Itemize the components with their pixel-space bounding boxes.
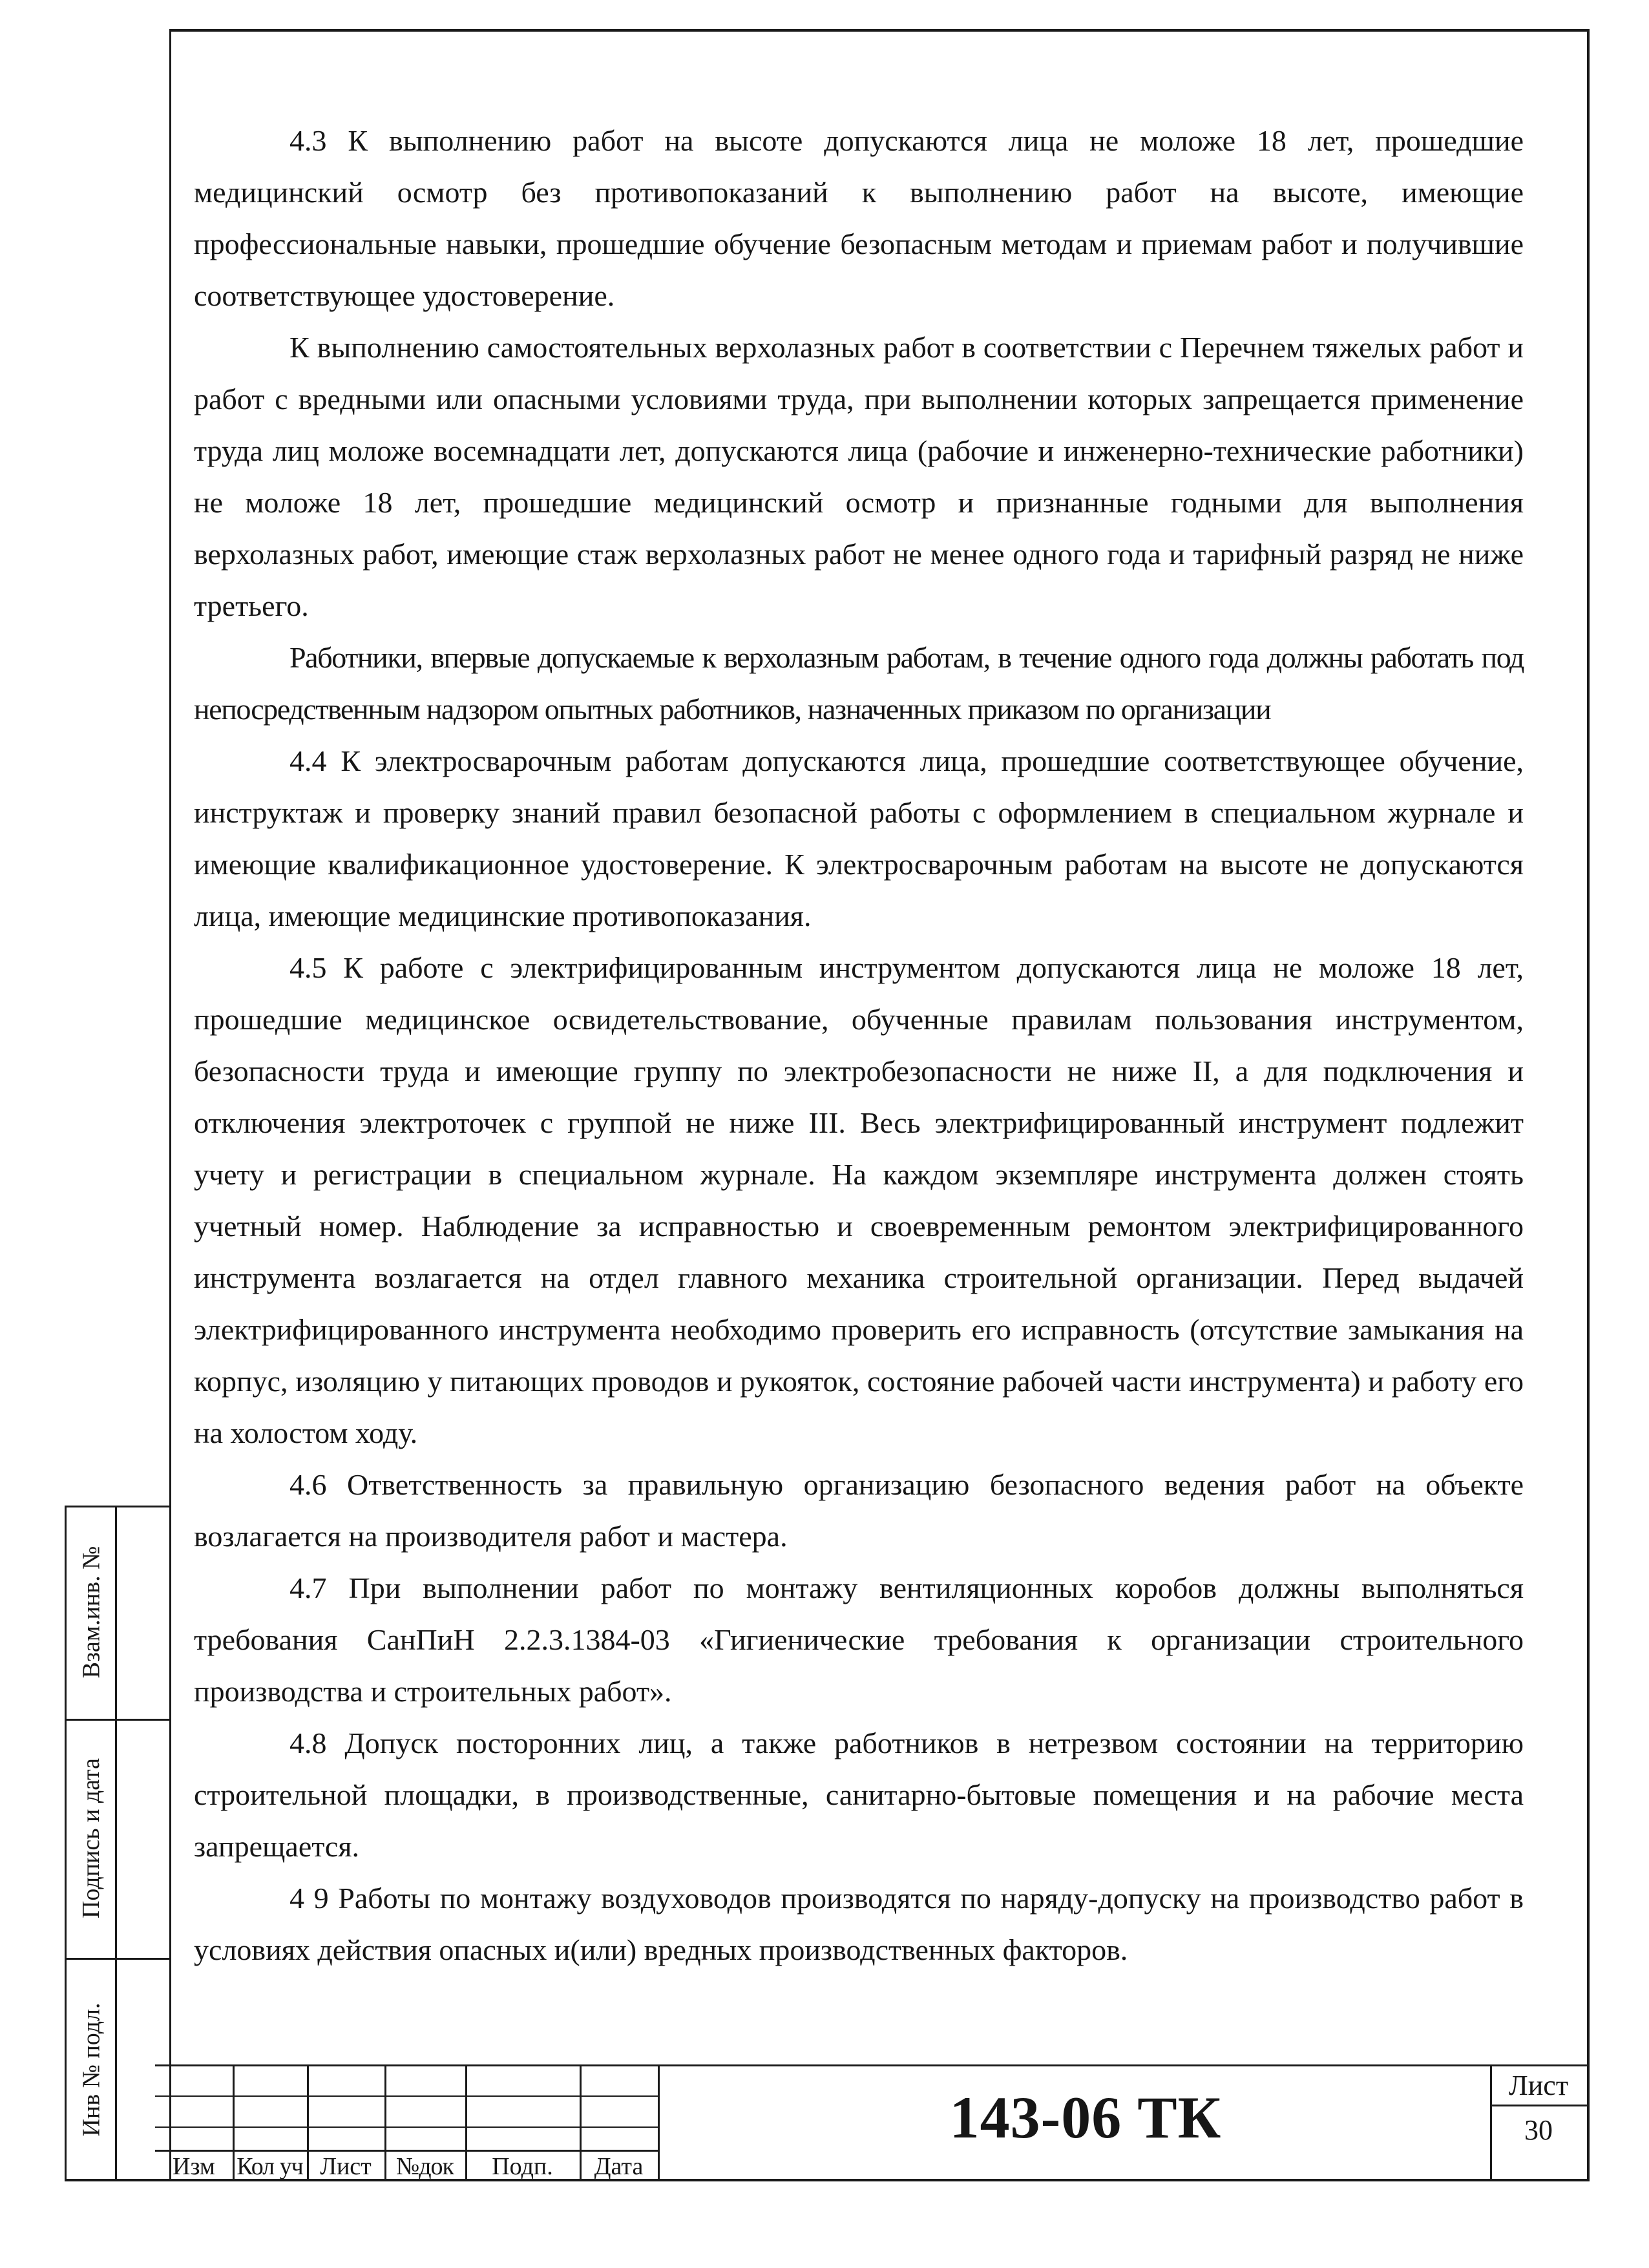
frame-top-border (169, 29, 1590, 32)
col-date-label: Дата (594, 2153, 644, 2180)
col-doc-label: №док (395, 2153, 454, 2180)
sheet-label: Лист (1508, 2070, 1569, 2101)
side-stamp-outer-line (65, 1506, 67, 2181)
paragraph-highaltitude: К выполнению самостоятельных верхолазных работ в соответствии с Перечнем тяжелых работ и работ с вредными или опасными условиями труда, при выполнении которых запрещается применение труда лиц моложе восемнадцати лет, допускаются лица (рабочие и инженерно-технические работники) не моложе 18 лет, прошедшие медицинский осмотр и признанные годными для выполнения верхолазных работ, имеющие стаж верхолазных работ не менее одного года и тарифный разряд не ниже третьего. (194, 331, 1524, 622)
paragraph-4-7: 4.7 При выполнении работ по монтажу вентиляционных коробов должны выполняться требования СанПиН 2.2.3.1384-03 «Гигиенические требования к организации строительного производства и строительных работ». (194, 1571, 1524, 1708)
paragraph-4-4: 4.4 К электросварочным работам допускаются лица, прошедшие соответствующее обучение, инструктаж и проверку знаний правил безопасной работы с оформлением в специальном журнале и имеющие квалификационное удостоверение. К электросварочным работам на высоте не допускаются лица, имеющие медицинские противопоказания. (194, 744, 1524, 932)
col-sign-label: Подп. (492, 2153, 553, 2180)
col-change-label: Изм (173, 2153, 215, 2180)
col-sheet-label: Лист (320, 2153, 372, 2180)
side-stamp (65, 1506, 169, 2181)
frame-right-border (1587, 29, 1590, 2181)
frame-left-border (169, 29, 171, 2181)
signature-date-cell (67, 1719, 115, 1958)
sheet-number: 30 (1524, 2114, 1553, 2146)
inv-original-label: Инв № подл. (78, 2002, 105, 2137)
paragraph-4-9: 4 9 Работы по монтажу воздуховодов производятся по наряду-допуску на производство работ в условиях действия опасных и(или) вредных производственных факторов. (194, 1882, 1524, 1966)
inv-original-cell (67, 1958, 115, 2181)
title-block-row-line-2 (155, 2126, 659, 2128)
side-stamp-inner-line (115, 1506, 117, 2181)
paragraph-4-5: 4.5 К работе с электрифицированным инструментом допускаются лица не моложе 18 лет, прошедшие медицинское освидетельствование, обученные правилам пользования инструментом, безопасности труда и имеющие группу по электробезопасности не ниже II, а для подключения и отключения электроточек с группой не ниже III. Весь электрифицированный инструмент подлежит учету и регистрации в специальном журнале. На каждом экземпляре инструмента должен стоять учетный номер. Наблюдение за исправностью и своевременным ремонтом электрифицированного инструмента возлагается на отдел главного механика строительной организации. Перед выдачей электрифицированного инструмента необходимо проверить его исправность (отсутствие замыкания на корпус, изоляцию у питающих проводов и рукояток, состояние рабочей части инструмента) и работу его на холостом ходу. (194, 951, 1524, 1449)
document-code: 143-06 ТК (949, 2084, 1222, 2150)
paragraph-4-3: 4.3 К выполнению работ на высоте допускаются лица не моложе 18 лет, прошедшие медицинский осмотр без противопоказаний к выполнению работ на высоте, имеющие профессиональные навыки, прошедшие обучение безопасным методам и приемам работ и получившие соответствующее удостоверение. (194, 124, 1524, 312)
title-block-row-line-1 (155, 2095, 659, 2097)
replacement-inv-label: Взам.инв. № (78, 1546, 105, 1679)
signature-date-label: Подпись и дата (78, 1758, 105, 1919)
paragraph-4-6: 4.6 Ответственность за правильную организацию безопасного ведения работ на объекте возлагается на производителя работ и мастера. (194, 1468, 1524, 1553)
document-body (194, 115, 1524, 1976)
paragraph-4-8: 4.8 Допуск посторонних лиц, а также работников в нетрезвом состоянии на территорию строительной площадки, в производственные, санитарно-бытовые помещения и на рабочие места запрещается. (194, 1727, 1524, 1863)
title-block-top-line (155, 2064, 1590, 2066)
replacement-inv-cell (67, 1506, 115, 1719)
paragraph-supervision: Работники, впервые допускаемые к верхолазным работам, в течение одного года должны работать под непосредственным надзором опытных работников, назначенных приказом по организации (194, 641, 1524, 726)
col-count-label: Кол уч (236, 2153, 303, 2180)
